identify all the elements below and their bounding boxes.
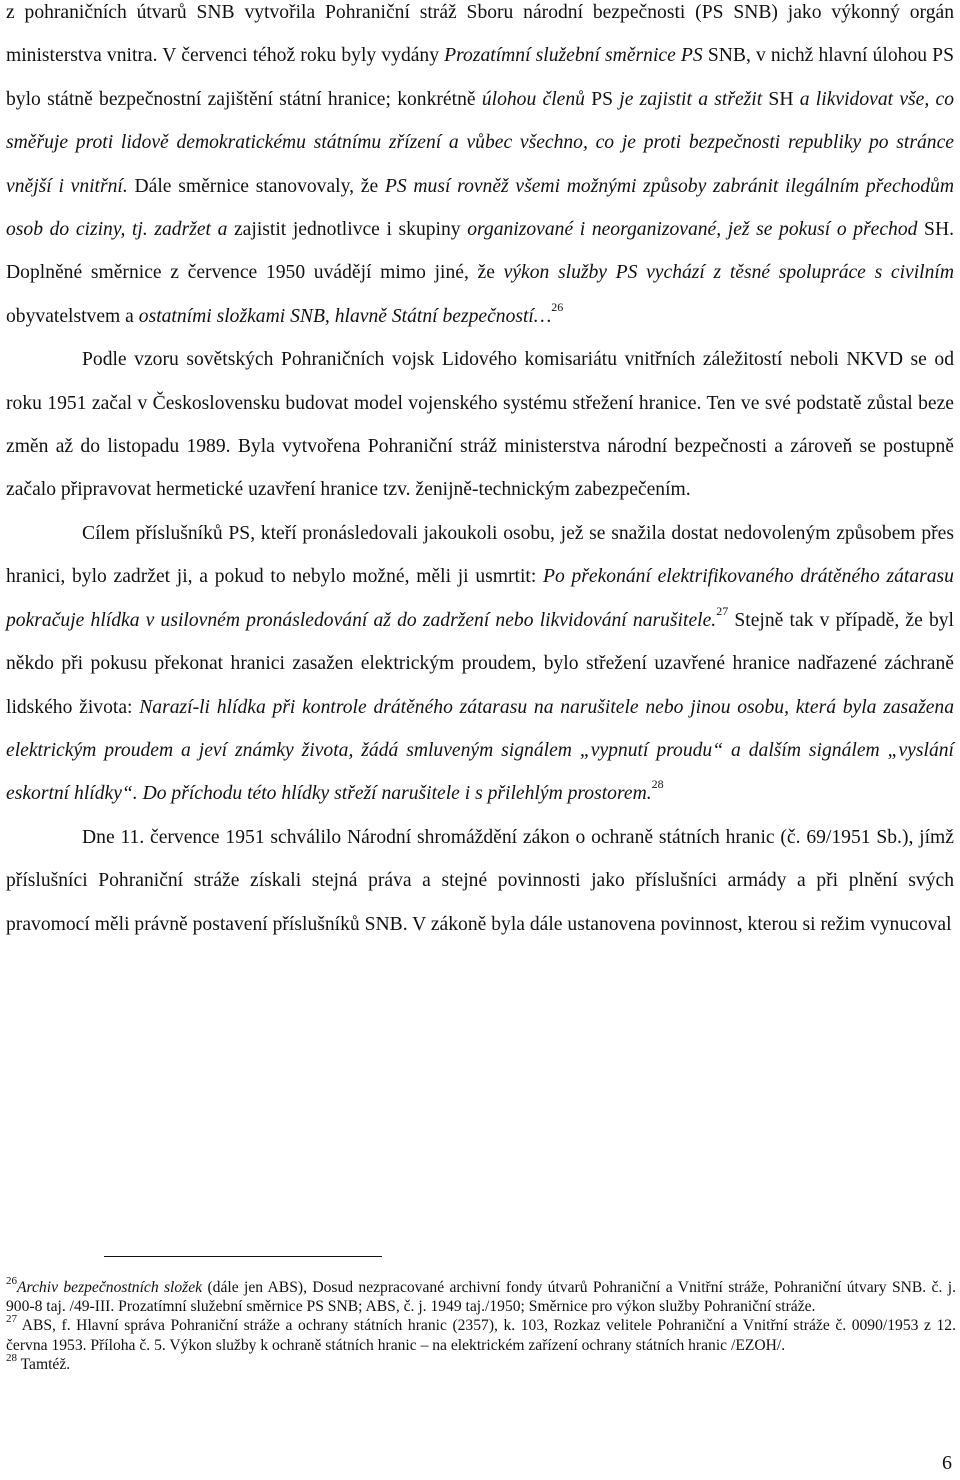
italic-run: a likvidovat vše, co směřuje proti lidově demokratickému státnímu zřízení a vůbec všechno, co je proti bezpečnosti republiky po stránce vnější i vnitřní. xyxy=(6,88,954,197)
italic-run: je zajistit a střežit xyxy=(619,88,763,110)
text-run: SH xyxy=(762,88,800,110)
footnote-ref-26[interactable]: 26 xyxy=(551,299,564,314)
paragraph-3 xyxy=(6,512,954,816)
text-run: PS xyxy=(584,88,620,110)
footnote-number: 26 xyxy=(6,1275,17,1287)
text-run: z pohraničních útvarů SNB vytvořila Pohraniční stráž Sboru národní bezpečnosti (PS SNB) jako výkonný orgán ministerstva vnitra. V červenci téhož roku byly vydány xyxy=(6,2,954,67)
italic-run: Archiv bezpečnostních složek xyxy=(17,1279,203,1296)
footnote-26 xyxy=(6,1275,956,1316)
footnote-text: ABS, f. Hlavní správa Pohraniční stráže a ochrany státních hranic (2357), k. 103, Rozkaz velitele Pohraniční a Vnitřní stráže č. 0090/1953 z 12. června 1953. Příloha č. 5. Výkon služby k ochraně státních hranic – na elektrickém zařízení ochrany státních hranic /EZOH/. xyxy=(6,1317,956,1354)
italic-run: ostatními složkami SNB, hlavně Státní bezpečností… xyxy=(138,305,552,327)
body-text xyxy=(6,0,954,946)
text-run: SNB, v nichž hlavní úlohou PS bylo státně bezpečnostní zajištění státní hranice; konkrétně xyxy=(6,45,954,110)
text-run: SH. Doplněné směrnice z července 1950 uvádějí mimo jiné, že xyxy=(6,219,954,284)
paragraph-4: Dne 11. července 1951 schválilo Národní shromáždění zákon o ochraně státních hranic (č. 69/1951 Sb.), jímž příslušníci Pohraniční stráže získali stejná práva a stejné povinnosti jako příslušníci armády a při plnění svých pravomocí měli právně postavení příslušníků SNB. V zákoně byla dále ustanovena povinnost, kterou si režim vynucoval xyxy=(6,826,954,935)
paragraph-2: Podle vzoru sovětských Pohraničních vojsk Lidového komisariátu vnitřních záležitostí neboli NKVD se od roku 1951 začal v Československu budovat model vojenského systému střežení hranice. Ten ve své podstatě zůstal beze změn až do listopadu 1989. Byla vytvořena Pohraniční stráž ministerstva národní bezpečnosti a zároveň se postupně začalo připravovat hermetické uzavření hranice tzv. ženijně-technickým zabezpečením. xyxy=(6,349,954,501)
footnote-28 xyxy=(6,1351,956,1374)
footnote-text: Tamtéž. xyxy=(17,1355,71,1373)
italic-run: Narazí-li hlídka při kontrole drátěného zátarasu na narušitele nebo jinou osobu, která byla zasažena elektrickým proudem a jeví známky života, žádá smluveným signálem „vypnutí proudu“ a dalším signálem „vyslání eskortní hlídky“. Do příchodu této hlídky střeží narušitele i s přilehlým prostorem. xyxy=(6,696,954,805)
text-run: zajistit jednotlivce i skupiny xyxy=(227,219,468,241)
footnote-number: 28 xyxy=(6,1351,17,1364)
footnote-number: 27 xyxy=(6,1313,17,1326)
footnote-27 xyxy=(6,1313,956,1354)
footnotes xyxy=(6,1275,956,1374)
italic-run: výkon služby PS vychází z těsné spolupráce s civilním xyxy=(503,262,954,284)
italic-run: organizované i neorganizované, jež se pokusí o přechod xyxy=(467,219,918,241)
italic-run: Po překonání elektrifikovaného drátěného zátarasu pokračuje hlídka v usilovném pronásledování až do zadržení nebo likvidování narušitele. xyxy=(6,566,954,631)
footnote-text: (dále jen ABS), Dosud nezpracované archivní fondy útvarů Pohraniční a Vnitřní stráže, Pohraniční útvary SNB. č. j. 900-8 taj. /49-III. Prozatímní služební směrnice PS SNB; ABS, č. j. 1949 taj./1950; Směrnice pro výkon služby Pohraniční stráže. xyxy=(6,1279,956,1316)
text-run: Dále směrnice stanovovaly, že xyxy=(127,175,385,197)
footnote-ref-28[interactable]: 28 xyxy=(651,777,664,792)
text-run: Stejně tak v případě, že byl někdo při pokusu překonat hranici zasažen elektrickým proudem, bylo střežení uzavřené hranice nadřazené záchraně lidského života: xyxy=(6,609,955,718)
italic-run: úlohou členů xyxy=(481,88,585,110)
italic-run: PS musí rovněž všemi možnými způsoby zabránit ilegálním přechodům osob do ciziny, tj. zadržet a xyxy=(6,175,955,241)
text-run: Cílem příslušníků PS, kteří pronásledovali jakoukoli osobu, jež se snažila dostat nedovoleným způsobem přes hranici, bylo zadržet ji, a pokud to nebylo možné, měli ji usmrtit: xyxy=(6,522,954,588)
footnote-ref-27[interactable]: 27 xyxy=(716,603,729,618)
footnote-separator xyxy=(104,1256,382,1257)
text-run: obyvatelstvem a xyxy=(6,305,139,327)
italic-run: Prozatímní služební směrnice PS xyxy=(444,45,703,67)
paragraph-1 xyxy=(6,0,954,338)
page-number: 6 xyxy=(942,1452,952,1474)
